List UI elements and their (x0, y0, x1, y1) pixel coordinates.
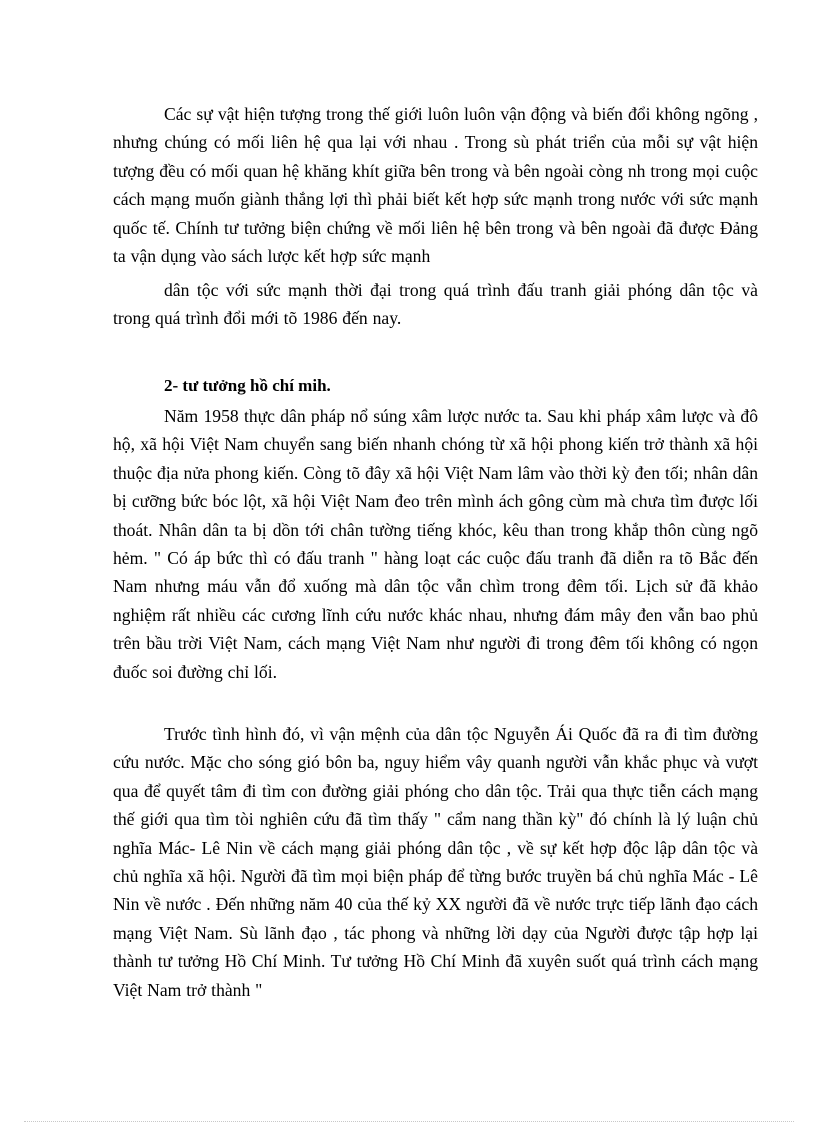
paragraph-4 (113, 720, 758, 1004)
paragraph-2-text: dân tộc với sức mạnh thời đại trong quá trình đấu tranh giải phóng dân tộc và trong quá trình đổi mới tõ 1986 đến nay. (113, 280, 758, 329)
section-heading: 2- tư tưởng hồ chí mih. (164, 376, 331, 395)
paragraph-1 (113, 100, 758, 270)
paragraph-3 (113, 402, 758, 686)
paragraph-3-text: Năm 1958 thực dân pháp nổ súng xâm lược nước ta. Sau khi pháp xâm lược và đô hộ, xã hội Việt Nam chuyển sang biến nhanh chóng từ xã hội phong kiến trở thành xã hội thuộc địa nửa phong kiến. Còng tõ đây xã hội Việt Nam lâm vào thời kỳ đen tối; nhân dân bị cưỡng bức bóc lột, xã hội Việt Nam đeo trên mình ách gông cùm mà chưa tìm được lối thoát. Nhân dân ta bị dồn tới chân tường tiếng khóc, kêu than trong khắp thôn cùng ngõ hẻm. " Có áp bức thì có đấu tranh " hàng loạt các cuộc đấu tranh đã diễn ra tõ Bắc đến Nam nhưng máu vẫn đổ xuống mà dân tộc vẫn chìm trong đêm tối. Lịch sử đã khảo nghiệm rất nhiều các cương lĩnh cứu nước khác nhau, nhưng đám mây đen vẫn bao phủ trên bầu trời Việt Nam, cách mạng Việt Nam như người đi trong đêm tối không có ngọn đuốc soi đường chỉ lối. (113, 406, 758, 682)
paragraph-4-text: Trước tình hình đó, vì vận mệnh của dân tộc Nguyễn Ái Quốc đã ra đi tìm đường cứu nước. Mặc cho sóng gió bôn ba, nguy hiểm vây quanh người vẫn khắc phục và vượt qua để quyết tâm đi tìm con đường giải phóng cho dân tộc. Trải qua thực tiễn cách mạng thế giới qua tìm tòi nghiên cứu đã tìm thấy " cẩm nang thần kỳ" đó chính là lý luận chủ nghĩa Mác- Lê Nin về cách mạng giải phóng dân tộc , về sự kết hợp độc lập dân tộc và chủ nghĩa xã hội. Người đã tìm mọi biện pháp để từng bước truyền bá chủ nghĩa Mác - Lê Nin về nước . Đến những năm 40 của thế kỷ XX người đã về nước trực tiếp lãnh đạo cách mạng Việt Nam. Sù lãnh đạo , tác phong và những lời dạy của Người được tập hợp lại thành tư tưởng Hồ Chí Minh. Tư tưởng Hồ Chí Minh đã xuyên suốt quá trình cách mạng Việt Nam trở thành " (113, 724, 758, 1000)
paragraph-2 (113, 276, 758, 333)
page-bottom-divider (24, 1121, 794, 1122)
paragraph-1-text: Các sự vật hiện tượng trong thế giới luôn luôn vận động và biến đổi không ngõng , nhưng chúng có mối liên hệ qua lại với nhau . Trong sù phát triển của mỗi sự vật hiện tượng đều có mối quan hệ khăng khít giữa bên trong và bên ngoài còng nh trong mọi cuộc cách mạng muốn giành thắng lợi thì phải biết kết hợp sức mạnh trong nước với sức mạnh quốc tế. Chính tư tưởng biện chứng về mối liên hệ bên trong và bên ngoài đã được Đảng ta vận dụng vào sách lược kết hợp sức mạnh (113, 104, 758, 267)
